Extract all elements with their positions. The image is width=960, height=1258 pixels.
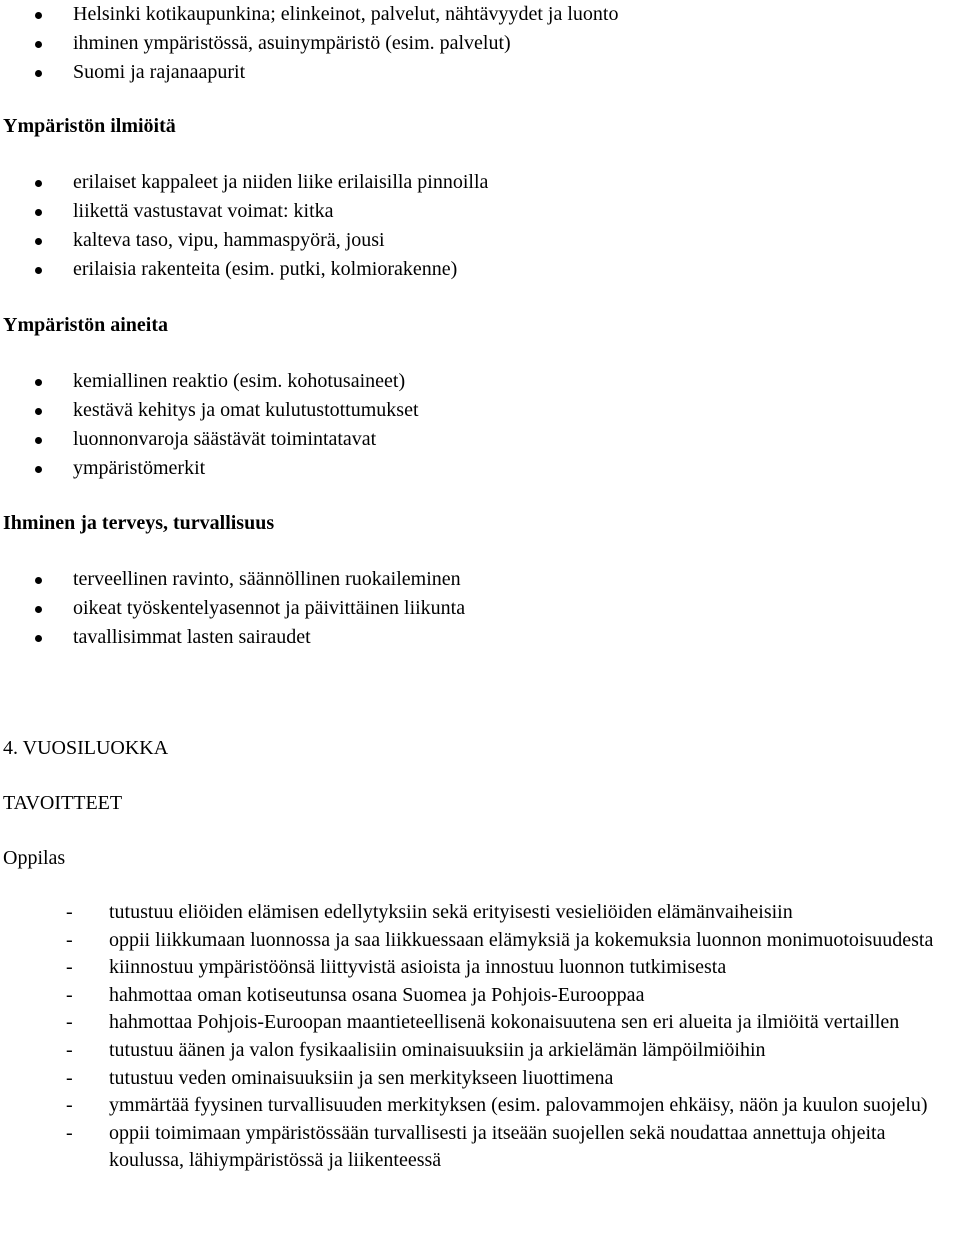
list-item: ihminen ympäristössä, asuinympäristö (esim. palvelut) xyxy=(0,29,960,58)
list-item: Helsinki kotikaupunkina; elinkeinot, palvelut, nähtävyydet ja luonto xyxy=(0,0,960,29)
list-item: ympäristömerkit xyxy=(0,454,960,483)
goal-text: tutustuu äänen ja valon fysikaalisiin ominaisuuksiin ja arkielämän lämpöilmiöihin xyxy=(109,1038,766,1061)
goals-list-block xyxy=(0,899,960,1175)
aineita-list-block xyxy=(0,367,960,483)
dash-marker: - xyxy=(66,1011,73,1034)
list-item: kestävä kehitys ja omat kulutustottumukset xyxy=(0,396,960,425)
ilmiot-bullet-list xyxy=(0,168,960,284)
dash-marker: - xyxy=(66,1038,73,1061)
list-item: terveellinen ravinto, säännöllinen ruokaileminen xyxy=(0,565,960,594)
section-heading-terveys: Ihminen ja terveys, turvallisuus xyxy=(3,512,275,534)
list-item: erilaiset kappaleet ja niiden liike erilaisilla pinnoilla xyxy=(0,168,960,197)
list-item: luonnonvaroja säästävät toimintatavat xyxy=(0,425,960,454)
goal-text: hahmottaa oman kotiseutunsa osana Suomea ja Pohjois-Eurooppaa xyxy=(109,983,645,1006)
terveys-list-block xyxy=(0,565,960,652)
goal-item xyxy=(0,1092,960,1120)
goal-text: tutustuu eliöiden elämisen edellytyksiin sekä erityisesti vesieliöiden elämänvaiheisiin xyxy=(109,901,793,923)
goal-text: kiinnostuu ympäristöönsä liittyvistä asioista ja innostuu luonnon tutkimisesta xyxy=(109,956,727,979)
section-heading-ilmiot: Ympäristön ilmiöitä xyxy=(3,115,176,137)
goal-item xyxy=(0,1009,960,1037)
goal-text: oppii toimimaan ympäristössään turvallisesti ja itseään suojellen sekä noudattaa annettuja ohjeita koulussa, lähiympäristössä ja liikenteessä xyxy=(109,1121,886,1172)
dash-marker: - xyxy=(66,928,73,951)
goal-text: hahmottaa Pohjois-Euroopan maantieteellisenä kokonaisuutena sen eri alueita ja ilmiöitä vertaillen xyxy=(109,1011,900,1034)
top-bullet-list xyxy=(0,0,960,87)
goal-item xyxy=(0,1120,960,1175)
goal-item xyxy=(0,982,960,1010)
dash-marker: - xyxy=(66,1121,73,1144)
section-heading-aineita: Ympäristön aineita xyxy=(3,314,168,336)
goal-text: oppii liikkumaan luonnossa ja saa liikkuessaan elämyksiä ja kokemuksia luonnon monimuotoisuudesta xyxy=(109,928,934,951)
dash-marker: - xyxy=(66,1094,73,1117)
dash-marker: - xyxy=(66,901,73,923)
goals-heading: TAVOITTEET xyxy=(3,792,123,814)
goal-item xyxy=(0,1065,960,1093)
list-item: kemiallinen reaktio (esim. kohotusaineet) xyxy=(0,367,960,396)
dash-marker: - xyxy=(66,1066,73,1089)
list-item: liikettä vastustavat voimat: kitka xyxy=(0,197,960,226)
goal-item xyxy=(0,927,960,955)
top-bullet-list-block xyxy=(0,0,960,87)
grade-heading: 4. VUOSILUOKKA xyxy=(3,737,169,759)
list-item: oikeat työskentelyasennot ja päivittäinen liikunta xyxy=(0,594,960,623)
goal-item xyxy=(0,1037,960,1065)
list-item: tavallisimmat lasten sairaudet xyxy=(0,623,960,652)
dash-marker: - xyxy=(66,956,73,979)
dash-marker: - xyxy=(66,983,73,1006)
aineita-bullet-list xyxy=(0,367,960,483)
goal-item xyxy=(0,899,960,927)
ilmiot-list-block xyxy=(0,168,960,284)
terveys-bullet-list xyxy=(0,565,960,652)
goal-text: ymmärtää fyysinen turvallisuuden merkityksen (esim. palovammojen ehkäisy, näön ja kuulon suojelu) xyxy=(109,1094,928,1117)
goals-dash-list xyxy=(0,899,960,1175)
goal-item xyxy=(0,954,960,982)
student-label: Oppilas xyxy=(3,847,66,869)
list-item: kalteva taso, vipu, hammaspyörä, jousi xyxy=(0,226,960,255)
list-item: Suomi ja rajanaapurit xyxy=(0,58,960,87)
goal-text: tutustuu veden ominaisuuksiin ja sen merkitykseen liuottimena xyxy=(109,1066,614,1089)
list-item: erilaisia rakenteita (esim. putki, kolmiorakenne) xyxy=(0,255,960,284)
